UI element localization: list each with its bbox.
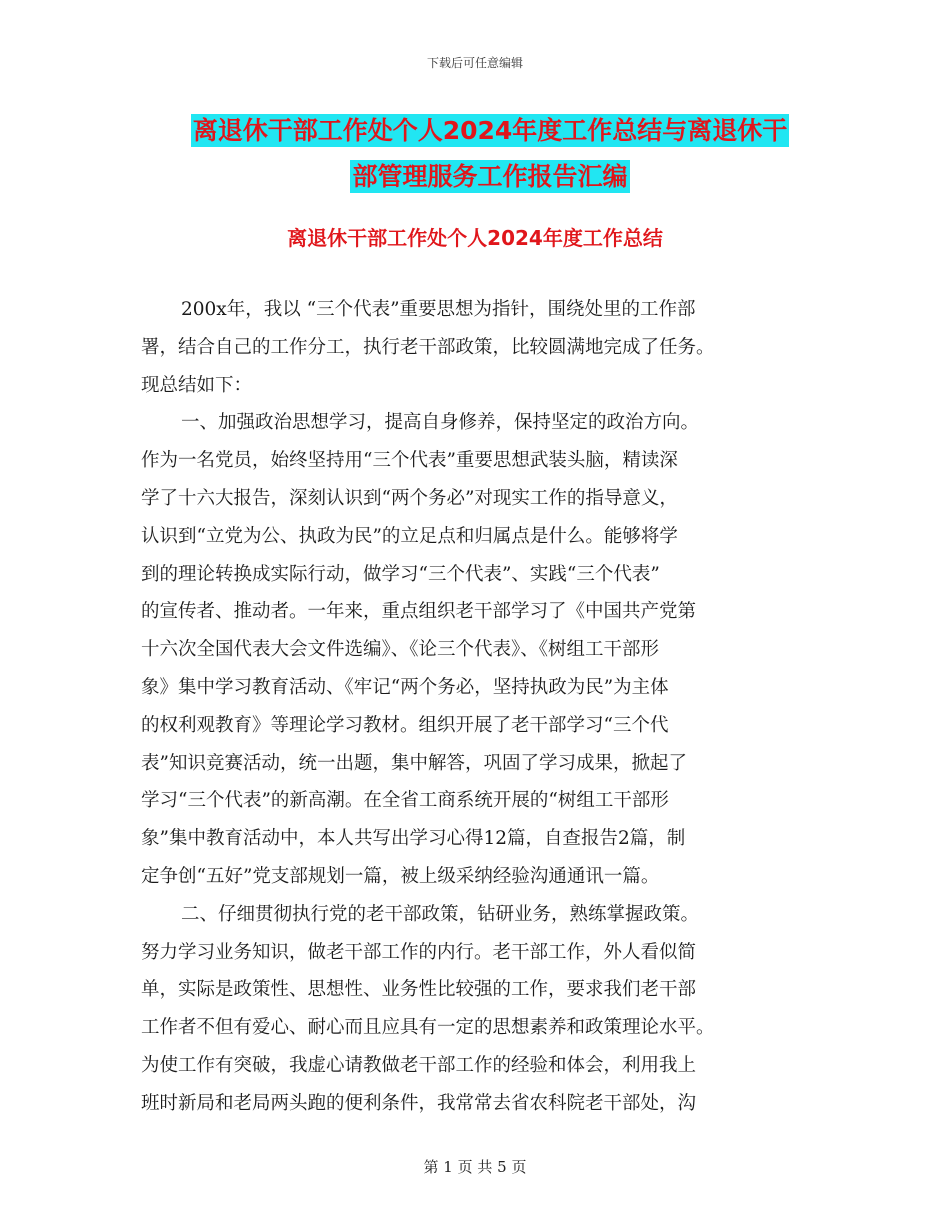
text-line: 二、仔细贯彻执行党的老干部政策，钻研业务，熟练掌握政策。 bbox=[181, 903, 700, 925]
text-line: 学习“三个代表”的新高潮。在全省工商系统开展的“树组工干部形 bbox=[141, 790, 669, 812]
text-line: 象”集中教育活动中，本人共写出学习心得12篇，自查报告2篇，制 bbox=[141, 828, 686, 850]
page-footer: 第 1 页 共 5 页 bbox=[423, 1158, 527, 1176]
text-line: 的权利观教育》等理论学习教材。组织开展了老干部学习“三个代 bbox=[141, 714, 669, 736]
text-line: 表”知识竞赛活动，统一出题，集中解答，巩固了学习成果，掀起了 bbox=[141, 752, 687, 774]
text-line: 单，实际是政策性、思想性、业务性比较强的工作，要求我们老干部 bbox=[141, 979, 697, 1001]
text-line: 作为一名党员，始终坚持用“三个代表”重要思想武装头脑，精读深 bbox=[141, 450, 678, 472]
text-line: 工作者不但有爱心、耐心而且应具有一定的思想素养和政策理论水平。 bbox=[141, 1017, 715, 1039]
text-line: 十六次全国代表大会文件选编》、《论三个代表》、《树组工干部形 bbox=[141, 639, 660, 661]
text-line: 一、加强政治思想学习，提高自身修养，保持坚定的政治方向。 bbox=[181, 412, 700, 434]
text-line: 定争创“五好”党支部规划一篇，被上级采纳经验沟通通讯一篇。 bbox=[141, 865, 660, 887]
main-title-line-1: 离退休干部工作处个人2024年度工作总结与离退休干 bbox=[192, 116, 788, 145]
text-line: 象》集中学习教育活动、《牢记“两个务必，坚持执政为民”为主体 bbox=[141, 676, 669, 698]
section-title: 离退休干部工作处个人2024年度工作总结 bbox=[287, 226, 663, 250]
text-line: 署，结合自己的工作分工，执行老干部政策，比较圆满地完成了任务。 bbox=[141, 336, 715, 358]
text-line: 200x年，我以 “三个代表”重要思想为指针，围绕处里的工作部 bbox=[181, 299, 696, 320]
main-title-line-2: 部管理服务工作报告汇编 bbox=[352, 162, 628, 191]
text-line: 现总结如下： bbox=[141, 374, 253, 396]
text-line: 的宣传者、推动者。一年来，重点组织老干部学习了《中国共产党第 bbox=[141, 601, 697, 623]
text-line: 学了十六大报告，深刻认识到“两个务必”对现实工作的指导意义， bbox=[141, 487, 678, 509]
header-note: 下载后可任意编辑 bbox=[426, 56, 523, 70]
body-text bbox=[141, 291, 813, 1123]
document-main-title bbox=[140, 108, 840, 200]
text-line: 为使工作有突破，我虚心请教做老干部工作的经验和体会，利用我上 bbox=[141, 1054, 697, 1076]
text-line: 到的理论转换成实际行动，做学习“三个代表”、实践“三个代表” bbox=[141, 563, 660, 585]
text-line: 认识到“立党为公、执政为民”的立足点和归属点是什么。能够将学 bbox=[141, 525, 678, 547]
text-line: 班时新局和老局两头跑的便利条件，我常常去省农科院老干部处，沟 bbox=[141, 1092, 697, 1114]
text-line: 努力学习业务知识，做老干部工作的内行。老干部工作，外人看似简 bbox=[141, 941, 697, 963]
